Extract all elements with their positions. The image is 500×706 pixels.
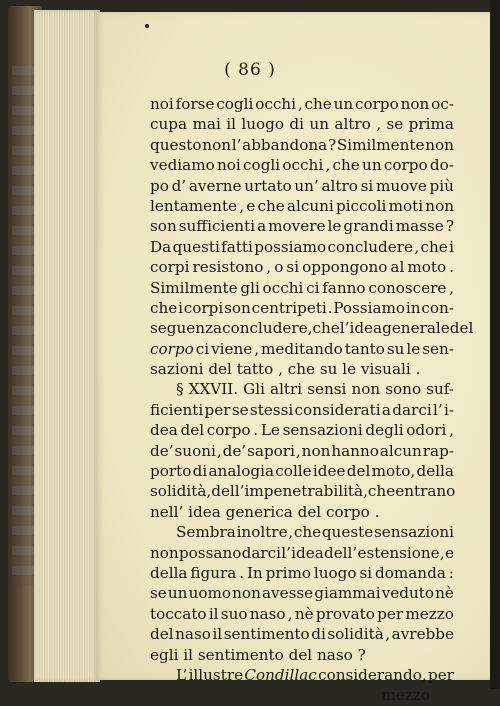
word: sensazioni xyxy=(282,421,363,440)
word: che xyxy=(312,319,340,338)
word: mezzo xyxy=(405,604,454,623)
word: sentimento xyxy=(223,625,310,644)
word: concludere xyxy=(327,237,414,256)
word: odori xyxy=(406,421,447,440)
text-line xyxy=(150,543,454,563)
word: meditando xyxy=(261,339,343,358)
word: cogli xyxy=(243,156,281,175)
word: mai xyxy=(192,115,221,134)
word: non xyxy=(232,584,261,603)
word: non xyxy=(150,543,179,562)
word: un xyxy=(362,156,382,175)
word: che xyxy=(287,360,320,379)
text-line xyxy=(150,196,454,216)
word: il xyxy=(212,625,223,644)
word: noi xyxy=(217,156,241,175)
word: corpi xyxy=(150,258,190,277)
text-line xyxy=(150,685,454,705)
word: corpo xyxy=(383,156,428,175)
word: . xyxy=(374,502,380,521)
word: di xyxy=(192,462,208,481)
word: masse xyxy=(395,217,444,236)
word: altro xyxy=(321,176,358,195)
word: rap- xyxy=(422,441,454,460)
text-line xyxy=(150,461,454,481)
word: uomo xyxy=(188,584,232,603)
ink-dot xyxy=(145,24,149,28)
word: generica xyxy=(225,502,298,521)
right-edge-shadow xyxy=(490,0,500,689)
word: primo xyxy=(265,563,311,582)
word: In xyxy=(246,563,263,582)
word: oc- xyxy=(431,95,454,113)
word: che xyxy=(150,298,178,317)
word: le xyxy=(342,360,361,379)
word: del xyxy=(150,625,174,644)
word: per xyxy=(204,400,231,419)
word: inoltre xyxy=(236,523,288,542)
word: che xyxy=(304,95,332,113)
word: che xyxy=(420,237,448,256)
text-line xyxy=(150,216,454,236)
text-line xyxy=(150,502,454,522)
word: moto xyxy=(407,258,447,277)
word: su xyxy=(319,360,343,379)
word: o xyxy=(274,258,284,277)
word: visuali xyxy=(360,360,416,379)
word: in xyxy=(405,298,421,317)
page-number: ( 86 ) xyxy=(224,60,276,80)
word: entrano xyxy=(395,482,456,501)
word: tatto xyxy=(236,360,279,379)
word: gli xyxy=(240,278,260,297)
word: occhi xyxy=(282,156,324,175)
word: si xyxy=(360,176,374,195)
word: naso xyxy=(249,604,286,623)
word: Similmente xyxy=(150,278,238,297)
word: l’ xyxy=(432,400,443,419)
text-line xyxy=(150,583,454,603)
word: . xyxy=(253,421,259,440)
word: più xyxy=(429,176,454,195)
word: centripeti xyxy=(251,298,327,317)
word: ficienti xyxy=(150,400,204,419)
word: dea xyxy=(150,421,178,440)
word: , xyxy=(307,319,313,338)
text-line xyxy=(150,522,454,542)
word: avesse xyxy=(261,584,314,603)
text-line xyxy=(150,400,454,420)
word: a xyxy=(257,217,267,236)
word: de’ xyxy=(150,441,174,460)
word: moti xyxy=(388,196,424,215)
word: dell’ xyxy=(323,543,358,562)
word: i xyxy=(449,237,454,256)
word: e xyxy=(246,196,256,215)
text-line xyxy=(150,604,454,624)
word: al xyxy=(390,258,405,277)
word: le xyxy=(327,217,342,236)
text-line xyxy=(150,278,454,298)
word: . xyxy=(415,360,421,379)
word: urtato xyxy=(244,176,292,195)
word: il xyxy=(208,604,219,623)
word: naso xyxy=(175,625,211,644)
word: Possiamo xyxy=(333,298,406,317)
word: non xyxy=(400,95,430,113)
word: nell’ xyxy=(150,502,189,521)
word: darci xyxy=(241,543,281,562)
word: , xyxy=(363,482,368,501)
word: altro xyxy=(334,115,371,134)
word: si xyxy=(286,258,300,277)
text-line xyxy=(150,441,454,461)
word: ci xyxy=(306,278,320,297)
word: , xyxy=(216,441,222,460)
word: altri xyxy=(270,380,303,399)
word: Gli xyxy=(243,380,265,399)
word: per xyxy=(427,665,454,684)
word: resistono xyxy=(192,258,264,277)
word: corpi xyxy=(183,298,224,317)
page-edges xyxy=(34,10,100,682)
word: il xyxy=(183,645,198,664)
word: con- xyxy=(421,298,454,317)
word: son xyxy=(150,217,177,236)
word: ? xyxy=(357,645,366,664)
word: muove xyxy=(375,176,427,195)
word: della xyxy=(416,462,454,481)
word: , xyxy=(266,258,272,277)
word: domanda xyxy=(374,563,446,582)
word: , xyxy=(288,523,294,542)
word: analogia xyxy=(208,462,275,481)
word: mezzo xyxy=(381,686,430,705)
word: del xyxy=(346,462,371,481)
word: di xyxy=(289,115,304,134)
word: son xyxy=(224,298,251,317)
text-line xyxy=(150,114,454,134)
word: , xyxy=(295,441,301,460)
word: corpo xyxy=(326,502,375,521)
word: non xyxy=(351,380,381,399)
word: per xyxy=(377,604,404,623)
word: se xyxy=(150,584,167,603)
word: , xyxy=(297,95,303,113)
word: . xyxy=(239,563,245,582)
word: idee xyxy=(312,462,346,481)
word: prima xyxy=(408,115,454,134)
word: che xyxy=(293,523,322,542)
word: un xyxy=(333,95,354,113)
word: giammai xyxy=(314,584,381,603)
text-line xyxy=(150,94,454,114)
word: i xyxy=(178,298,183,317)
word: sensi xyxy=(307,380,347,399)
word: considerati xyxy=(294,400,381,419)
word: , xyxy=(449,278,454,297)
word: , xyxy=(287,604,293,623)
word: , xyxy=(449,421,454,440)
word: , xyxy=(254,339,260,358)
word: , xyxy=(385,625,391,644)
page-text xyxy=(150,94,474,706)
word: i- xyxy=(443,400,454,419)
word: , xyxy=(239,196,245,215)
word: della xyxy=(150,563,188,582)
word: idea xyxy=(291,543,324,562)
word: corpo xyxy=(354,95,399,113)
text-line xyxy=(150,379,454,399)
word: alcun xyxy=(379,441,422,460)
word: d’ xyxy=(171,176,187,195)
word: piccoli xyxy=(335,196,387,215)
text-line xyxy=(150,624,454,644)
word: abbandona xyxy=(242,135,328,154)
word: occhi xyxy=(255,95,296,113)
word: porto xyxy=(150,462,192,481)
word: § xyxy=(176,380,184,399)
word: solidità xyxy=(150,482,207,501)
word: conoscere xyxy=(368,278,447,297)
word: suf- xyxy=(426,380,454,399)
word: stessi xyxy=(249,400,294,419)
word: cogli xyxy=(216,95,254,113)
word: viene xyxy=(211,339,253,358)
word: , xyxy=(414,237,420,256)
word: noi xyxy=(150,95,174,113)
text-line xyxy=(150,339,454,359)
word: moto, xyxy=(371,462,416,481)
word: veduto xyxy=(381,584,435,603)
word: occhi xyxy=(262,278,304,297)
word: : xyxy=(448,563,454,582)
word: toccato xyxy=(150,604,207,623)
word: alcuni xyxy=(286,196,334,215)
text-line xyxy=(150,645,454,665)
word: de’ xyxy=(222,441,247,460)
word: degli xyxy=(365,421,404,440)
word: vediamo xyxy=(150,156,215,175)
word: e xyxy=(444,543,454,562)
word: impenetrabilità xyxy=(244,482,364,501)
word: del xyxy=(297,502,326,521)
word: le xyxy=(406,339,421,358)
text-line xyxy=(150,237,454,257)
word: figura xyxy=(190,563,237,582)
word: nè xyxy=(435,584,454,603)
word: il xyxy=(226,115,236,134)
word: del xyxy=(208,360,237,379)
text-line xyxy=(150,420,454,440)
word: del xyxy=(288,645,317,664)
word: un xyxy=(309,115,329,134)
word: ? xyxy=(327,135,337,154)
word: , xyxy=(439,543,445,562)
text-line xyxy=(150,481,454,501)
word: corpo xyxy=(150,339,194,358)
word: . xyxy=(327,298,333,317)
word: ci xyxy=(195,339,210,358)
word: un xyxy=(167,584,188,603)
word: po xyxy=(150,176,169,195)
word: a xyxy=(381,400,391,419)
word: tanto xyxy=(344,339,385,358)
word: queste xyxy=(321,523,374,542)
word: che xyxy=(257,196,285,215)
word: sazioni xyxy=(150,360,209,379)
word: colle xyxy=(275,462,312,481)
word: Similmente xyxy=(336,135,425,154)
word: , xyxy=(325,156,331,175)
word: , xyxy=(206,482,212,501)
word: provato xyxy=(315,604,375,623)
word: Sembra xyxy=(176,523,236,542)
word: luogo xyxy=(313,563,357,582)
word: do- xyxy=(429,156,454,175)
word: non xyxy=(425,135,454,154)
word: fanno xyxy=(322,278,366,297)
word: illustre xyxy=(188,665,244,684)
word: questi xyxy=(172,237,220,256)
word: averne xyxy=(188,176,242,195)
word: concludere xyxy=(222,319,308,338)
word: L’ xyxy=(176,665,188,684)
word: nè xyxy=(294,604,314,623)
word: forse xyxy=(175,95,215,113)
word: grandi xyxy=(343,217,394,236)
word: , xyxy=(278,360,288,379)
text-line xyxy=(150,135,454,155)
word: sufficienti xyxy=(178,217,256,236)
word: possiamo xyxy=(254,237,327,256)
word: ? xyxy=(445,217,454,236)
word: fatti xyxy=(221,237,253,256)
word: suoni xyxy=(174,441,216,460)
word: darci xyxy=(392,400,432,419)
word: non xyxy=(425,196,454,215)
word: generale xyxy=(382,319,450,338)
word: considerando, xyxy=(318,665,427,684)
word: l’idea xyxy=(339,319,383,338)
word: oppongono xyxy=(302,258,388,277)
word: Da xyxy=(150,237,172,256)
word: non xyxy=(301,441,331,460)
text-line xyxy=(150,665,454,685)
word: Condillac xyxy=(244,665,317,684)
word: estensione xyxy=(357,543,440,562)
word: non xyxy=(202,135,231,154)
word: se xyxy=(386,115,404,134)
word: luogo xyxy=(241,115,284,134)
word: , xyxy=(376,115,382,134)
text-line xyxy=(150,298,454,318)
word: avrebbe xyxy=(391,625,454,644)
word: l’ xyxy=(231,135,242,154)
word: Le xyxy=(260,421,280,440)
word: XXVII. xyxy=(188,380,239,399)
word: se xyxy=(231,400,249,419)
text-line xyxy=(150,563,454,583)
word: seguenza xyxy=(150,319,223,338)
word: che xyxy=(367,482,396,501)
word: egli xyxy=(150,645,184,664)
word: sen- xyxy=(422,339,454,358)
text-line xyxy=(150,359,454,379)
word: hanno xyxy=(331,441,379,460)
word: sono xyxy=(385,380,422,399)
word: sapori xyxy=(247,441,295,460)
text-line xyxy=(150,155,454,175)
word: un’ xyxy=(294,176,319,195)
word: solidità xyxy=(327,625,384,644)
word: del xyxy=(180,421,205,440)
word: questo xyxy=(150,135,202,154)
word: movere xyxy=(268,217,326,236)
word: sentimento xyxy=(197,645,289,664)
word: dell’ xyxy=(211,482,245,501)
word: di xyxy=(311,625,326,644)
word: l’ xyxy=(281,543,291,562)
word: del xyxy=(449,319,474,338)
word: possano xyxy=(178,543,242,562)
word: lentamente xyxy=(150,196,238,215)
word: cupa xyxy=(150,115,188,134)
word: su xyxy=(386,339,405,358)
word: suo xyxy=(220,604,248,623)
word: corpo xyxy=(206,421,251,440)
word: naso xyxy=(317,645,358,664)
word: idea xyxy=(188,502,226,521)
word: che xyxy=(332,156,360,175)
text-line xyxy=(150,318,474,338)
text-line xyxy=(150,257,454,277)
word: si xyxy=(359,563,373,582)
word: sensazioni xyxy=(373,523,454,542)
text-line xyxy=(150,176,454,196)
word: . xyxy=(449,258,454,277)
